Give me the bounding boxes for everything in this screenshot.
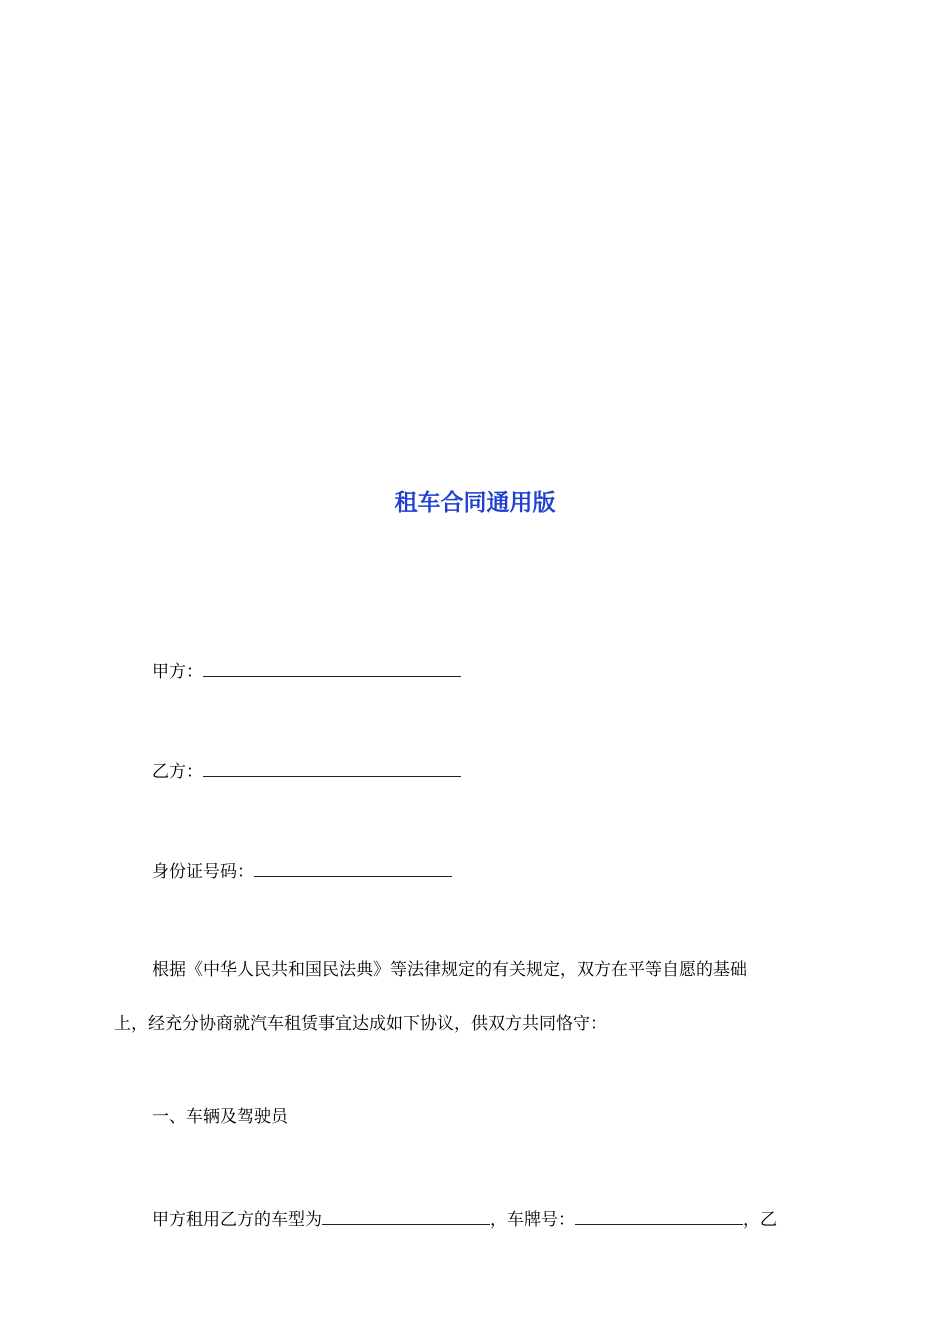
intro-paragraph-line-2: 上，经充分协商就汽车租赁事宜达成如下协议，供双方共同恪守： — [114, 1014, 607, 1034]
party-a-line — [152, 658, 461, 685]
document-title: 租车合同通用版 — [394, 489, 556, 516]
vehicle-model-label: 甲方租用乙方的车型为 — [152, 1210, 322, 1230]
plate-number-label: ，车牌号： — [490, 1210, 575, 1230]
id-number-label: 身份证号码： — [152, 862, 254, 882]
intro-paragraph-line-1: 根据《中华人民共和国民法典》等法律规定的有关规定，双方在平等自愿的基础 — [152, 960, 747, 980]
party-a-label: 甲方： — [152, 662, 203, 682]
party-b-label: 乙方： — [152, 762, 203, 782]
party-a-blank[interactable] — [203, 658, 461, 677]
vehicle-line-continuation: ，乙 — [743, 1210, 777, 1230]
id-number-line — [152, 858, 452, 885]
party-b-blank[interactable] — [203, 758, 461, 777]
vehicle-model-blank[interactable] — [322, 1206, 490, 1225]
section-1-heading: 一、车辆及驾驶员 — [152, 1107, 288, 1127]
plate-number-blank[interactable] — [575, 1206, 743, 1225]
party-b-line — [152, 758, 461, 785]
id-number-blank[interactable] — [254, 858, 452, 877]
vehicle-line — [152, 1206, 777, 1233]
